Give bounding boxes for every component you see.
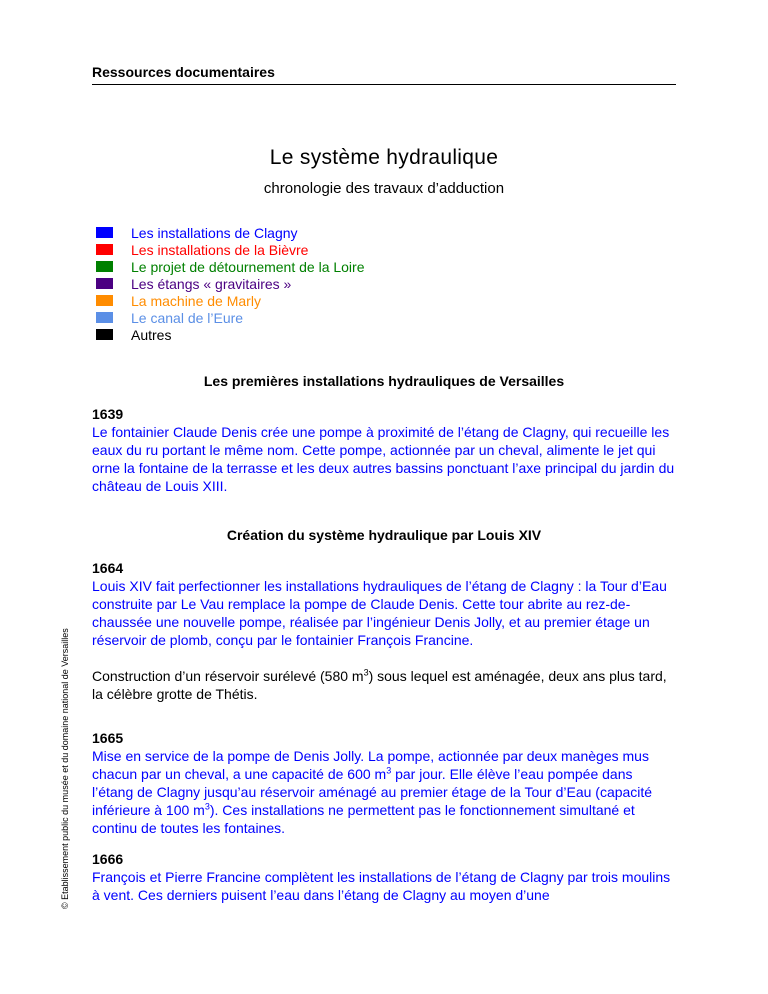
legend-swatch (96, 329, 113, 340)
legend-item-marly (96, 292, 365, 309)
legend-item-etangs (96, 275, 365, 292)
section-heading-first: Les premières installations hydrauliques de Versailles (203, 373, 565, 389)
legend-item-autres (96, 326, 365, 343)
legend-label: La machine de Marly (131, 292, 261, 309)
entry-year: 1664 (92, 560, 124, 576)
legend-swatch (96, 244, 113, 255)
entry-text (92, 747, 676, 837)
section-heading-second: Création du système hydraulique par Louis XIV (226, 527, 542, 543)
document-title: Le système hydraulique (269, 146, 499, 169)
legend-label: Autres (131, 326, 172, 343)
text-fragment: Construction d’un réservoir surélevé (580 m (92, 668, 364, 684)
entry-text: François et Pierre Francine complètent les installations de l’étang de Clagny par trois moulins à vent. Ces derniers puisent l’eau dans l’étang de Clagny au moyen d’une (92, 869, 671, 903)
legend-item-bievre (96, 241, 365, 258)
legend-label: Les étangs « gravitaires » (131, 275, 292, 292)
entry-year: 1639 (92, 406, 124, 422)
entry-1664 (92, 559, 676, 703)
legend-item-loire (96, 258, 365, 275)
text-fragment: ). Ces installations ne permettent pas le fonctionnement simultané et continu de toutes les fontaines. (92, 802, 635, 836)
legend-label: Les installations de la Bièvre (131, 241, 309, 258)
legend-swatch (96, 278, 113, 289)
legend-item-eure (96, 309, 365, 326)
entry-text: Le fontainier Claude Denis crée une pompe à proximité de l’étang de Clagny, qui recueille les eaux du ru portant le même nom. Cette pompe, actionnée par un cheval, alimente le jet qui orne la fontaine de la terrasse et les deux autres bassins ponctuant l’axe principal du jardin du château de Louis XIII. (92, 424, 675, 494)
copyright-credit: © Etablissement public du musée et du domaine national de Versailles (60, 628, 70, 909)
text-fragment: par jour. Elle élève l’eau pompée dans l’étang de Clagny jusqu’au réservoir aménagé au premier étage de la Tour d’Eau (capacité inférieure à 100 m (92, 766, 653, 818)
legend-swatch (96, 227, 113, 238)
document-subtitle: chronologie des travaux d’adduction (263, 180, 505, 197)
legend-swatch (96, 295, 113, 306)
text-fragment: ) sous lequel est aménagée, deux ans plus tard, la célèbre grotte de Thétis. (92, 668, 667, 702)
superscript: 3 (204, 801, 210, 812)
text-fragment: Mise en service de la pompe de Denis Jolly. La pompe, actionnée par deux manèges mus chacun par un cheval, a une capacité de 600 m (92, 748, 649, 782)
entry-year: 1666 (92, 851, 124, 867)
legend-label: Le projet de détournement de la Loire (131, 258, 365, 275)
entry-text: Louis XIV fait perfectionner les installations hydrauliques de l’étang de Clagny : la Tour d’Eau construite par Le Vau remplace la pompe de Claude Denis. Cette tour abrite au rez-de-chaussée une nouvelle pompe, réalisée par l’ingénieur Denis Jolly, et au premier étage un réservoir de plomb, conçu par le fontainier François Francine. (92, 578, 667, 648)
entry-text-secondary (92, 667, 676, 703)
legend-swatch (96, 261, 113, 272)
entry-1639 (92, 405, 676, 495)
entry-1665 (92, 729, 676, 837)
legend-label: Les installations de Clagny (131, 224, 298, 241)
legend-swatch (96, 312, 113, 323)
superscript: 3 (386, 765, 392, 776)
legend-label: Le canal de l’Eure (131, 309, 244, 326)
entry-1666 (92, 850, 676, 904)
legend-item-clagny (96, 224, 365, 241)
header-title: Ressources documentaires (92, 64, 275, 80)
page-header (92, 64, 676, 85)
superscript: 3 (363, 667, 369, 678)
entry-year: 1665 (92, 730, 124, 746)
color-legend (96, 224, 365, 343)
